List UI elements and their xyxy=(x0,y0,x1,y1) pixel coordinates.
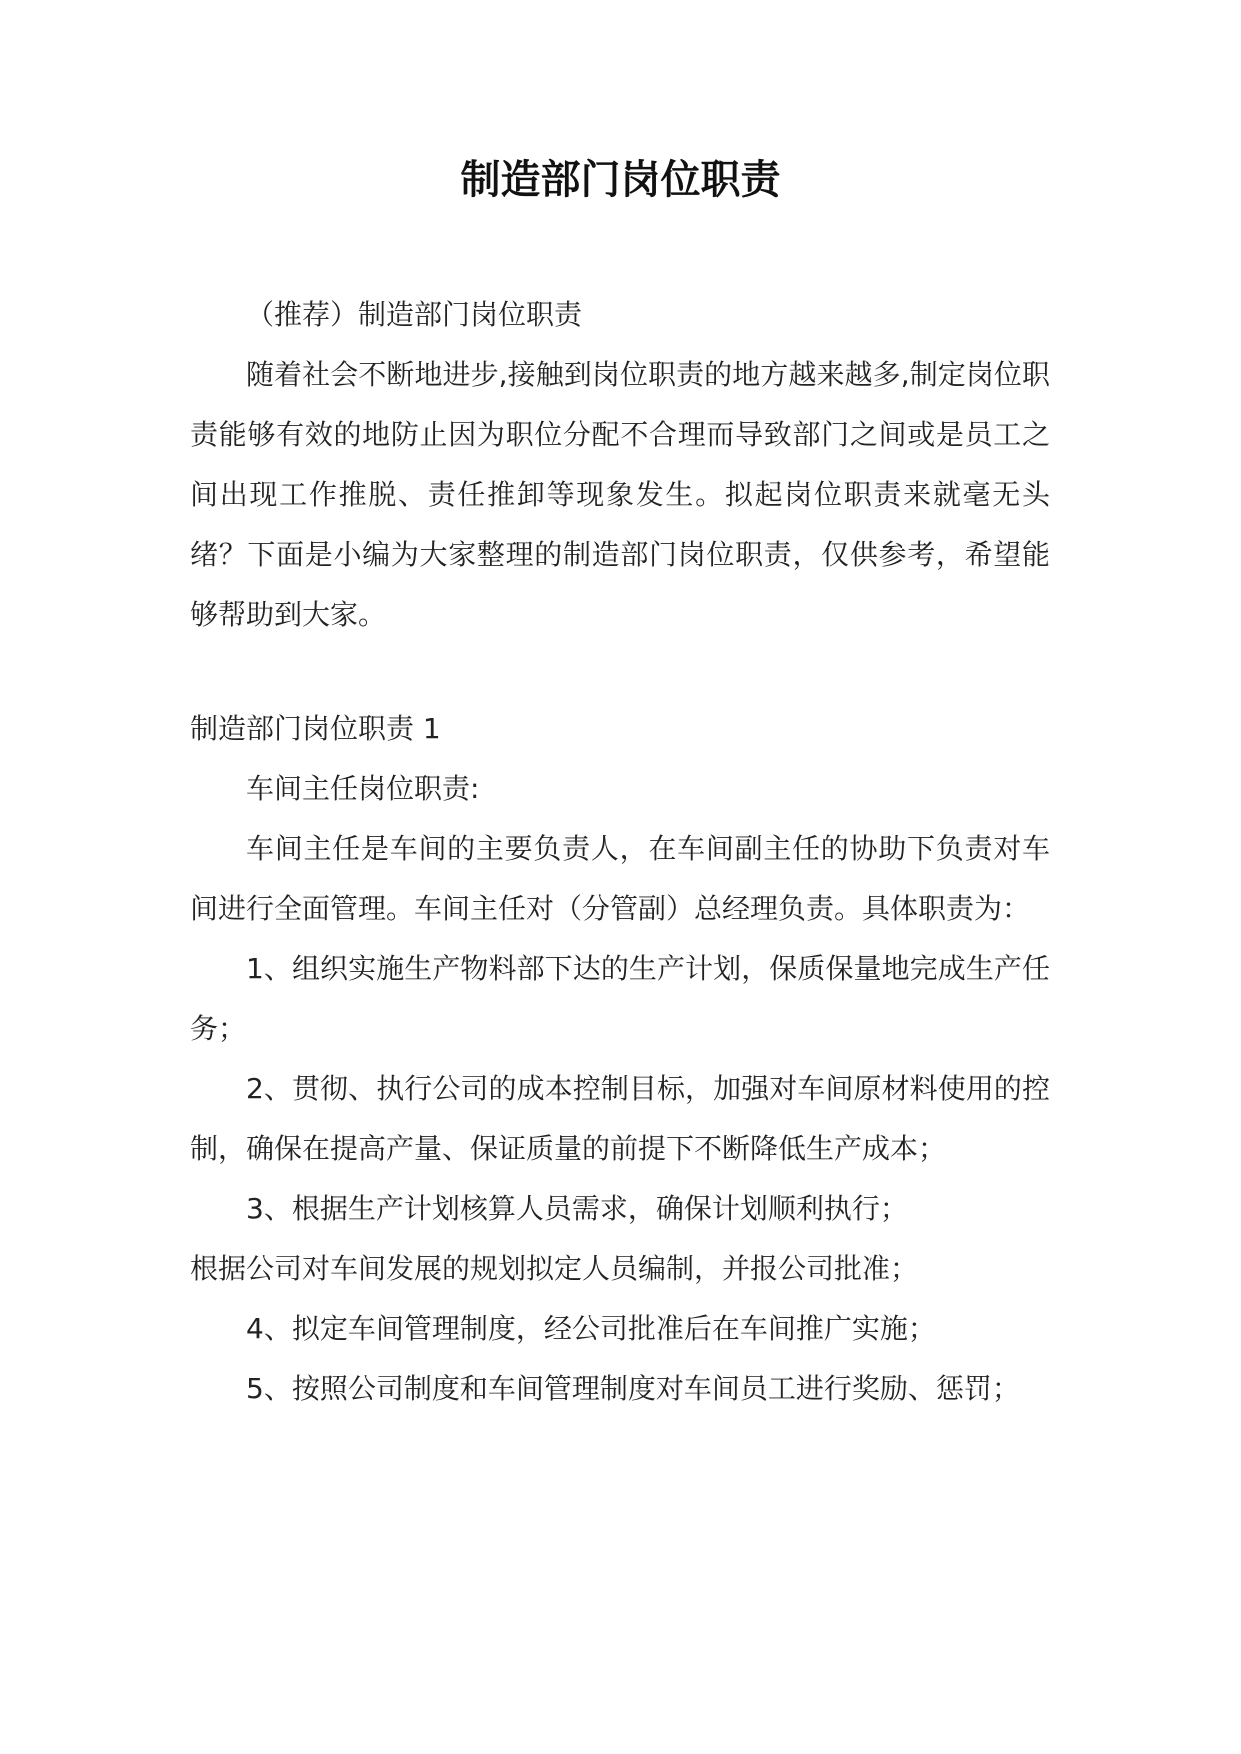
duty-item-3: 3、根据生产计划核算人员需求，确保计划顺利执行； xyxy=(246,1192,908,1225)
duty-item-1: 1、组织实施生产物料部下达的生产计划，保质保量地完成生产任务； xyxy=(190,952,1050,1045)
duty-item-4: 4、拟定车间管理制度，经公司批准后在车间推广实施； xyxy=(246,1312,936,1345)
role-heading: 车间主任岗位职责: xyxy=(246,772,480,805)
duty-item-5: 5、按照公司制度和车间管理制度对车间员工进行奖励、惩罚； xyxy=(246,1372,1020,1405)
role-summary-paragraph: 车间主任是车间的主要负责人，在车间副主任的协助下负责对车间进行全面管理。车间主任对（分管副）总经理负责。具体职责为： xyxy=(190,832,1050,925)
section-heading: 制造部门岗位职责 1 xyxy=(190,712,441,745)
document-body xyxy=(190,285,1050,1419)
duty-item-2: 2、贯彻、执行公司的成本控制目标，加强对车间原材料使用的控制，确保在提高产量、保证质量的前提下不断降低生产成本； xyxy=(190,1072,1050,1165)
duty-item-3-continued: 根据公司对车间发展的规划拟定人员编制，并报公司批准； xyxy=(190,1252,919,1285)
intro-paragraph: 随着社会不断地进步,接触到岗位职责的地方越来越多,制定岗位职责能够有效的地防止因为职位分配不合理而导致部门之间或是员工之间出现工作推脱、责任推卸等现象发生。拟起岗位职责来就毫无头绪？下面是小编为大家整理的制造部门岗位职责，仅供参考，希望能够帮助到大家。 xyxy=(190,358,1050,631)
document-subtitle: （推荐）制造部门岗位职责 xyxy=(246,298,583,331)
document-title: 制造部门岗位职责 xyxy=(460,157,781,203)
